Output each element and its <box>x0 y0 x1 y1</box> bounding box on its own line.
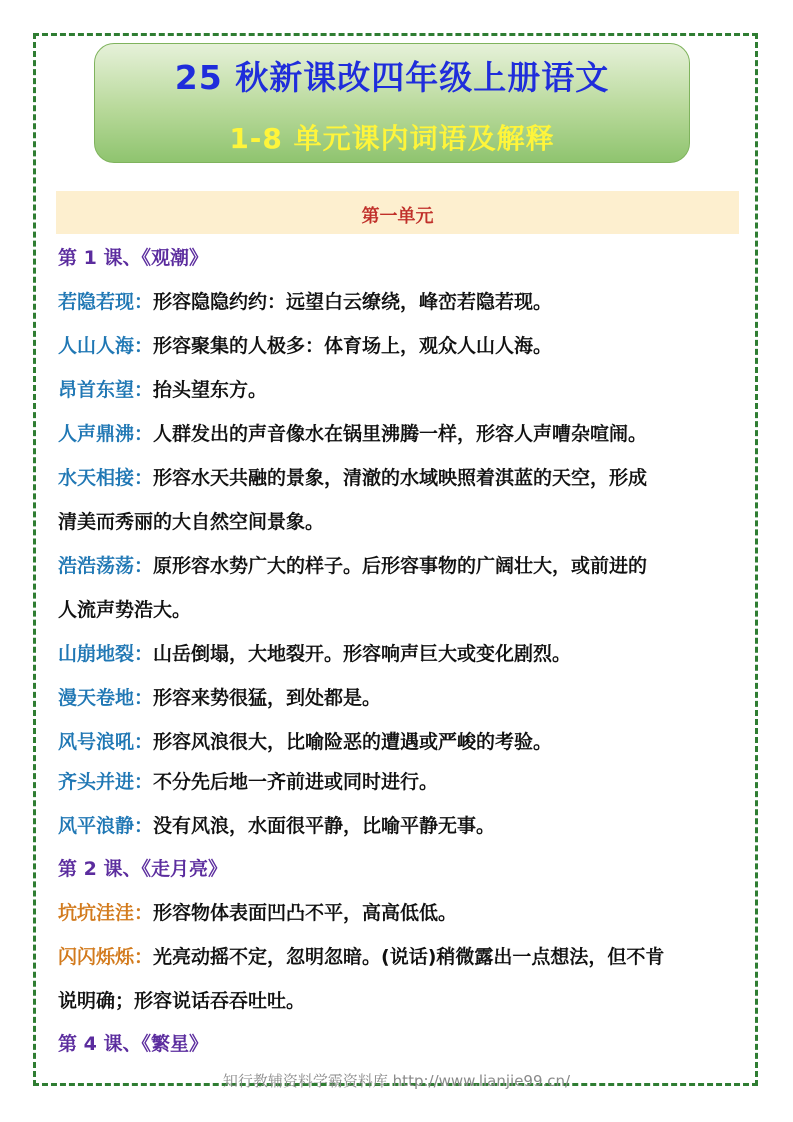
entry-definition: 光亮动摇不定，忽明忽暗。(说话)稍微露出一点想法，但不肯 <box>153 946 665 968</box>
entry-definition: 不分先后地一齐前进或同时进行。 <box>153 771 439 793</box>
entry-row <box>58 686 738 710</box>
entry-row <box>58 814 738 838</box>
entry-continuation: 清美而秀丽的大自然空间景象。 <box>58 511 325 533</box>
entry-continuation: 说明确；形容说话吞吞吐吐。 <box>58 990 306 1012</box>
entry-continuation: 人流声势浩大。 <box>58 599 192 621</box>
entry-term: 水天相接： <box>58 467 154 489</box>
entry-row <box>58 422 738 446</box>
page-title: 25 秋新课改四年级上册语文 <box>174 58 610 97</box>
entry-row <box>58 378 738 402</box>
entry-definition: 山岳倒塌，大地裂开。形容响声巨大或变化剧烈。 <box>153 643 572 665</box>
entry-definition: 形容聚集的人极多：体育场上，观众人山人海。 <box>153 335 553 357</box>
entry-definition: 形容隐隐约约：远望白云缭绕，峰峦若隐若现。 <box>153 291 553 313</box>
footer-watermark: 知行教辅资料学霸资料库 http://www.lianjie99.cn/ <box>222 1072 571 1090</box>
entry-term: 漫天卷地： <box>58 687 154 709</box>
lesson-2-title: 第 2 课、《走月亮》 <box>58 858 227 880</box>
lesson-1-title: 第 1 课、《观潮》 <box>58 247 208 269</box>
entry-term: 闪闪烁烁： <box>58 946 154 968</box>
entry-row <box>58 770 738 794</box>
entry-term: 昂首东望： <box>58 379 154 401</box>
entry-term: 人山人海： <box>58 335 154 357</box>
entry-term: 风号浪吼： <box>58 731 154 753</box>
entry-row <box>58 290 738 314</box>
entry-row <box>58 554 738 578</box>
entry-definition: 形容物体表面凹凸不平，高高低低。 <box>153 902 458 924</box>
entry-term: 若隐若现： <box>58 291 154 313</box>
entry-row <box>58 901 738 925</box>
entry-definition: 形容风浪很大，比喻险恶的遭遇或严峻的考验。 <box>153 731 553 753</box>
entry-row <box>58 730 738 754</box>
entry-row <box>58 334 738 358</box>
entry-definition: 没有风浪，水面很平静，比喻平静无事。 <box>153 815 496 837</box>
entry-row <box>58 945 738 969</box>
unit-title: 第一单元 <box>361 206 434 227</box>
entry-row <box>58 642 738 666</box>
lesson-4-title: 第 4 课、《繁星》 <box>58 1033 208 1055</box>
entry-term: 山崩地裂： <box>58 643 154 665</box>
entry-definition: 原形容水势广大的样子。后形容事物的广阔壮大，或前进的 <box>153 555 648 577</box>
page-subtitle: 1-8 单元课内词语及解释 <box>229 122 555 155</box>
entry-definition: 形容来势很猛，到处都是。 <box>153 687 382 709</box>
entry-term: 人声鼎沸： <box>58 423 154 445</box>
entry-term: 坑坑洼洼： <box>58 902 154 924</box>
entry-definition: 人群发出的声音像水在锅里沸腾一样，形容人声嘈杂喧闹。 <box>153 423 648 445</box>
entry-term: 齐头并进： <box>58 771 154 793</box>
entry-term: 浩浩荡荡： <box>58 555 154 577</box>
entry-term: 风平浪静： <box>58 815 154 837</box>
entry-definition: 形容水天共融的景象，清澈的水域映照着淇蓝的天空，形成 <box>153 467 648 489</box>
entry-row <box>58 466 738 490</box>
entry-definition: 抬头望东方。 <box>153 379 268 401</box>
